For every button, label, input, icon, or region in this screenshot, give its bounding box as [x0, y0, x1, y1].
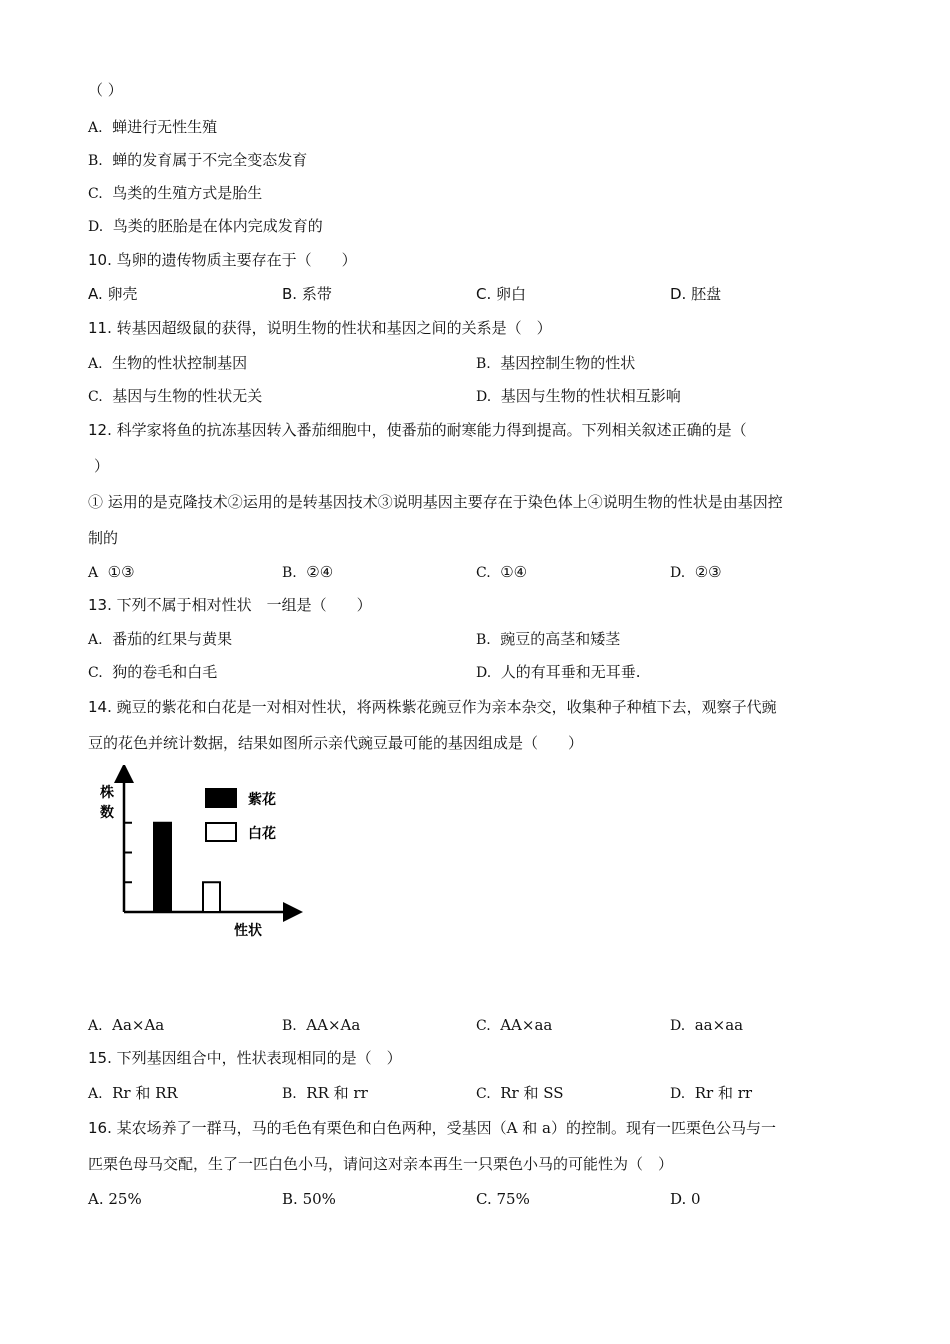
x-axis-label: 性状: [234, 923, 262, 939]
option-text: 鸟类的生殖方式是胎生: [112, 184, 263, 202]
option-text: ②③: [694, 563, 722, 581]
q10-option-c: [476, 284, 526, 304]
q16-option-d: [670, 1189, 701, 1209]
question-text: 下列不属于相对性状 一组是（ ）: [116, 596, 372, 614]
option-text: 25%: [108, 1190, 142, 1208]
q16-option-a: [88, 1189, 142, 1209]
option-letter: A.: [88, 356, 103, 372]
option-text: AA×Aa: [306, 1016, 361, 1034]
option-text: 卵白: [496, 285, 527, 303]
q10-option-d: [670, 284, 721, 304]
q14-option-b: [282, 1015, 360, 1036]
question-number: 13.: [88, 596, 112, 614]
option-letter: A.: [88, 1086, 103, 1102]
q9-option-d: [88, 216, 323, 237]
option-letter: D.: [670, 1190, 687, 1208]
option-text: Rr 和 SS: [500, 1084, 564, 1102]
option-text: 75%: [496, 1190, 530, 1208]
option-text: 系带: [301, 285, 332, 303]
bar-purple-flower: [154, 823, 171, 912]
y-axis-label-1: 株: [100, 785, 114, 801]
option-letter: C.: [476, 1190, 492, 1208]
q9-stem-tail: （ ）: [88, 81, 123, 99]
option-letter: A.: [88, 1018, 103, 1034]
q10-option-b: [282, 284, 332, 304]
option-text: aa×aa: [694, 1016, 744, 1034]
q12-option-a: [88, 562, 135, 583]
q15-option-a: [88, 1083, 178, 1104]
y-axis-label-2: 数: [100, 805, 114, 821]
q11-option-d: [476, 386, 681, 407]
q13-option-d: [476, 662, 641, 683]
q15-option-d: [670, 1083, 752, 1104]
option-text: 豌豆的高茎和矮茎: [500, 630, 621, 648]
question-number: 12.: [88, 421, 112, 439]
q13-option-a: [88, 629, 232, 650]
option-letter: D.: [670, 285, 687, 303]
option-letter: A.: [88, 285, 103, 303]
q9-option-c: [88, 183, 262, 204]
q9-option-b: [88, 150, 307, 171]
q11-stem: [88, 318, 552, 338]
q16-stem: [88, 1118, 776, 1138]
option-letter: B.: [476, 356, 491, 372]
q12-option-b: [282, 562, 333, 583]
option-text: 蝉进行无性生殖: [112, 118, 218, 136]
q14-stem: [88, 697, 777, 717]
q14-option-d: [670, 1015, 743, 1036]
q11-option-b: [476, 353, 635, 374]
option-text: Aa×Aa: [112, 1016, 165, 1034]
option-text: 番茄的红果与黄果: [112, 630, 233, 648]
option-letter: B.: [476, 632, 491, 648]
q15-option-c: [476, 1083, 564, 1104]
q10-stem: [88, 250, 357, 270]
option-letter: B.: [88, 153, 103, 169]
option-text: 胚盘: [691, 285, 722, 303]
q12-statements-cont: 制的: [88, 529, 119, 547]
option-text: ②④: [306, 563, 334, 581]
q12-option-c: [476, 562, 527, 583]
option-letter: D.: [670, 565, 686, 581]
option-letter: C.: [476, 285, 492, 303]
option-letter: C.: [476, 1086, 491, 1102]
option-text: AA×aa: [500, 1016, 553, 1034]
option-letter: D.: [476, 389, 492, 405]
q14-option-a: [88, 1015, 164, 1036]
question-text: 某农场养了一群马，马的毛色有栗色和白色两种，受基因（A 和 a）的控制。现有一匹栗色公马与一: [116, 1119, 776, 1137]
q16-option-b: [282, 1189, 336, 1209]
option-text: 基因控制生物的性状: [500, 354, 636, 372]
q16-stem-cont: 匹栗色母马交配，生了一匹白色小马，请问这对亲本再生一只栗色小马的可能性为（ ）: [88, 1155, 674, 1173]
question-number: 11.: [88, 319, 112, 337]
option-text: Rr 和 rr: [694, 1084, 753, 1102]
q12-stem: [88, 420, 747, 440]
option-letter: C.: [88, 389, 103, 405]
question-text: 豌豆的紫花和白花是一对相对性状，将两株紫花豌豆作为亲本杂交，收集种子种植下去，观察子代豌: [116, 698, 777, 716]
option-letter: C.: [88, 186, 103, 202]
bar-chart: [88, 765, 308, 945]
q13-option-c: [88, 662, 217, 683]
option-text: 0: [691, 1190, 701, 1208]
q12-option-d: [670, 562, 722, 583]
option-text: 生物的性状控制基因: [112, 354, 248, 372]
option-text: 人的有耳垂和无耳垂.: [500, 663, 641, 681]
option-letter: C.: [88, 665, 103, 681]
option-letter: A.: [88, 632, 103, 648]
option-letter: B.: [282, 1086, 297, 1102]
option-letter: D.: [476, 665, 492, 681]
option-letter: B.: [282, 565, 297, 581]
option-text: ①④: [500, 563, 528, 581]
option-letter: A.: [88, 1190, 104, 1208]
q10-option-a: [88, 284, 138, 304]
option-text: 鸟类的胚胎是在体内完成发育的: [112, 217, 323, 235]
q15-stem: [88, 1048, 402, 1068]
option-text: RR 和 rr: [306, 1084, 368, 1102]
q12-stem-cont: ）: [94, 457, 110, 475]
q16-option-c: [476, 1189, 530, 1209]
question-text: 下列基因组合中，性状表现相同的是（ ）: [116, 1049, 402, 1067]
question-number: 16.: [88, 1119, 112, 1137]
option-text: Rr 和 RR: [112, 1084, 178, 1102]
question-number: 15.: [88, 1049, 112, 1067]
option-text: 50%: [302, 1190, 336, 1208]
option-letter: B.: [282, 1190, 298, 1208]
q11-option-a: [88, 353, 247, 374]
option-letter: B.: [282, 285, 298, 303]
bar-white-flower: [203, 882, 220, 912]
question-text: 转基因超级鼠的获得，说明生物的性状和基因之间的关系是（ ）: [116, 319, 552, 337]
q11-option-c: [88, 386, 262, 407]
option-text: 狗的卷毛和白毛: [112, 663, 218, 681]
option-letter: D.: [670, 1018, 686, 1034]
option-text: 基因与生物的性状无关: [112, 387, 263, 405]
option-letter: C.: [476, 565, 491, 581]
option-letter: A.: [88, 120, 103, 136]
q14-option-c: [476, 1015, 552, 1036]
option-letter: B.: [282, 1018, 297, 1034]
legend-swatch-purple: [206, 789, 236, 807]
option-text: 卵壳: [107, 285, 138, 303]
q9-option-a: [88, 117, 217, 138]
legend-label-purple: 紫花: [248, 792, 276, 808]
option-letter: C.: [476, 1018, 491, 1034]
option-letter: D.: [670, 1086, 686, 1102]
question-number: 10.: [88, 251, 112, 269]
legend-label-white: 白花: [248, 826, 276, 842]
option-text: 基因与生物的性状相互影响: [500, 387, 681, 405]
option-letter: A: [88, 565, 99, 581]
option-text: 蝉的发育属于不完全变态发育: [112, 151, 308, 169]
question-number: 14.: [88, 698, 112, 716]
question-text: 科学家将鱼的抗冻基因转入番茄细胞中，使番茄的耐寒能力得到提高。下列相关叙述正确的是（: [116, 421, 747, 439]
q12-statements: ① 运用的是克隆技术②运用的是转基因技术③说明基因主要存在于染色体上④说明生物的性状是由基因控: [88, 493, 783, 511]
option-letter: D.: [88, 219, 104, 235]
option-text: ①③: [107, 563, 135, 581]
q13-option-b: [476, 629, 620, 650]
question-text: 鸟卵的遗传物质主要存在于（ ）: [116, 251, 357, 269]
q15-option-b: [282, 1083, 368, 1104]
q14-stem-cont: 豆的花色并统计数据，结果如图所示亲代豌豆最可能的基因组成是（ ）: [88, 734, 584, 752]
q13-stem: [88, 595, 372, 615]
legend-swatch-white: [206, 823, 236, 841]
